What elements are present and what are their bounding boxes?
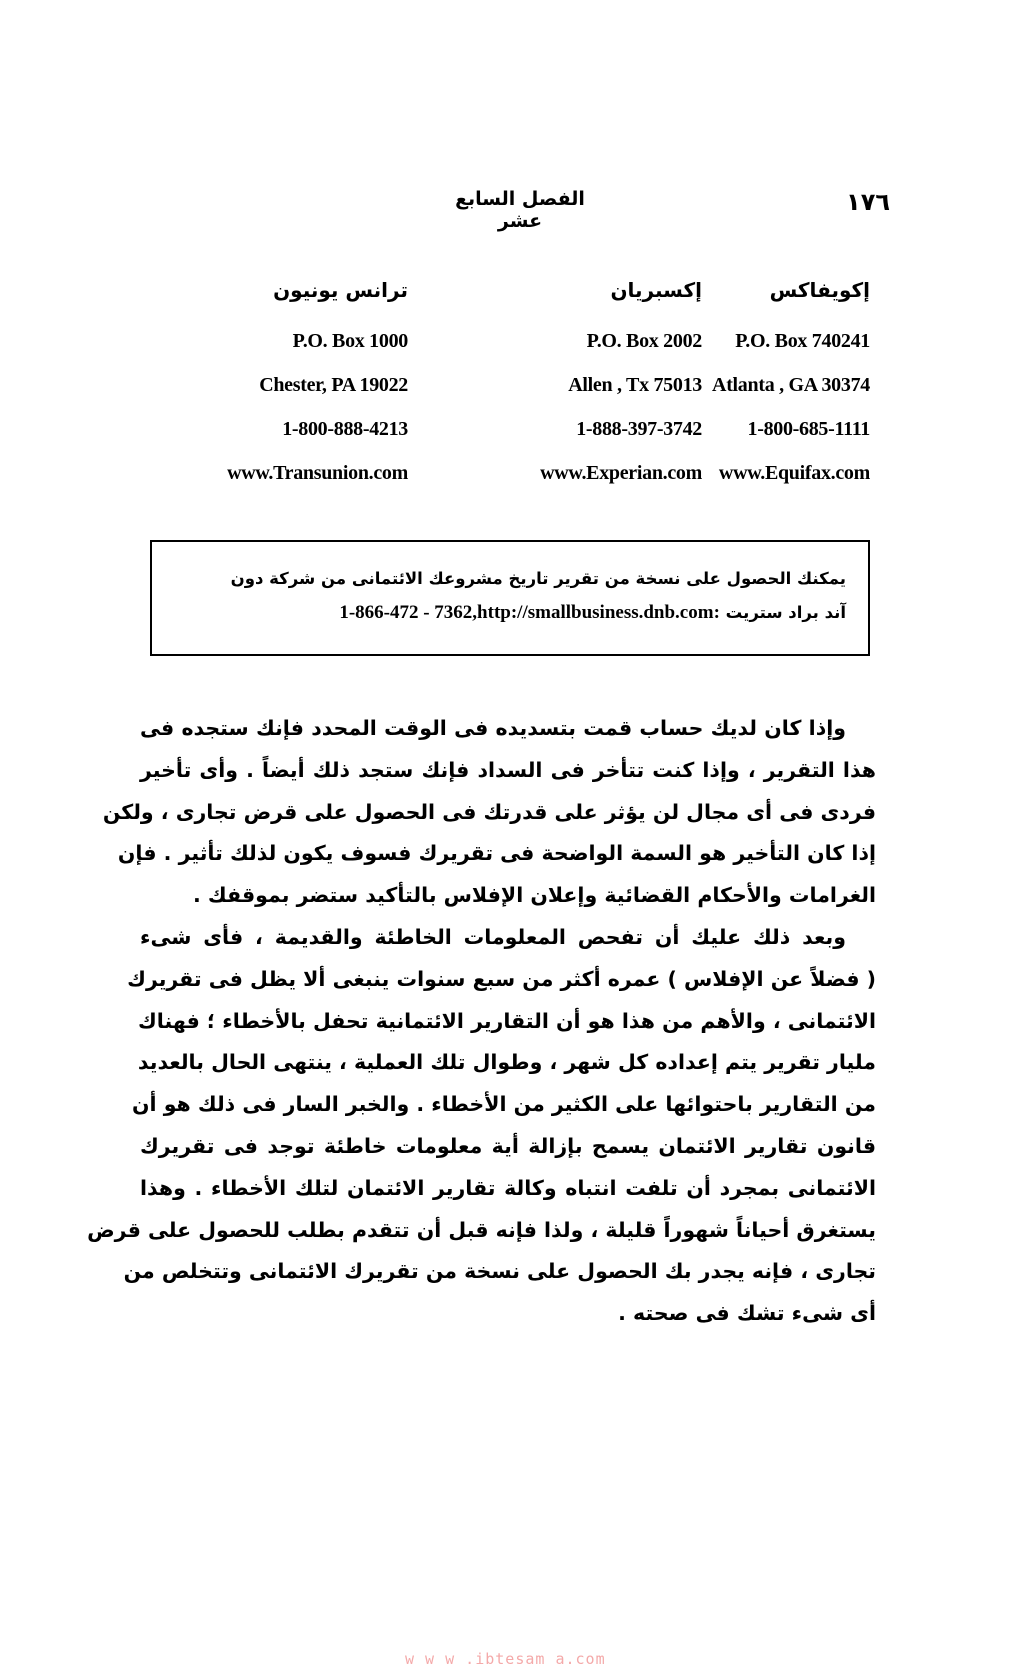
notice-box	[150, 540, 870, 656]
body-line: فردى فى أى مجال لن يؤثر على قدرتك فى الحصول على قرض تجارى ، ولكن	[102, 799, 876, 824]
running-head: الفصل السابع عشر	[455, 188, 585, 232]
body-line: وبعد ذلك عليك أن تفحص المعلومات الخاطئة والقديمة ، فأى شىء	[140, 924, 846, 949]
bureau-website: www.Transunion.com	[227, 462, 408, 484]
notice-line-2	[174, 596, 846, 630]
credit-bureaus-list	[180, 275, 870, 495]
bureau-city: Atlanta , GA 30374	[712, 374, 870, 396]
body-line: تجارى ، فإنه يجدر بك الحصول على نسخة من تقريرك الائتمانى وتتخلص من	[123, 1259, 876, 1284]
body-line: من التقارير باحتوائها على الكثير من الأخطاء . والخبر السار فى ذلك هو أن	[132, 1092, 876, 1117]
bureau-phone: 1-888-397-3742	[576, 418, 702, 440]
body-line: مليار تقرير يتم إعداده كل شهر ، وطوال تلك العملية ، ينتهى الحال بالعديد	[137, 1050, 876, 1075]
bureau-city: Chester, PA 19022	[259, 374, 408, 396]
bureau-equifax	[686, 275, 870, 495]
body-line: ( فضلاً عن الإفلاس ) عمره أكثر من سبع سنوات ينبغى ألا يظل فى تقريرك	[127, 966, 876, 991]
bureau-phone: 1-800-685-1111	[747, 418, 870, 440]
watermark: w w w .ibtesam a.com	[405, 1650, 606, 1668]
notice-line-1: يمكنك الحصول على نسخة من تقرير تاريخ مشروعك الائتمانى من شركة دون	[230, 569, 846, 588]
bureau-experian	[468, 275, 702, 495]
body-line: الغرامات والأحكام القضائية وإعلان الإفلاس بالتأكيد ستضر بموقفك .	[192, 883, 876, 908]
bureau-po-box: P.O. Box 2002	[586, 330, 702, 352]
bureau-name: إكويفاكس	[769, 278, 870, 302]
bureau-po-box: P.O. Box 1000	[292, 330, 408, 352]
bureau-name: إكسبريان	[610, 278, 702, 302]
bureau-website: www.Equifax.com	[718, 462, 870, 484]
body-line: الائتمانى بمجرد أن تلفت انتباه وكالة تقارير الائتمان لتلك الأخطاء . وهذا	[140, 1175, 876, 1200]
body-line: وإذا كان لديك حساب قمت بتسديده فى الوقت المحدد فإنك ستجده فى	[140, 716, 846, 740]
bureau-city: Allen , Tx 75013	[568, 374, 702, 396]
notice-contact-link: 1-866-472 - 7362,http://smallbusiness.dnb.com:	[339, 602, 720, 623]
body-line: قانون تقارير الائتمان يسمح بإزالة أية معلومات خاطئة توجد فى تقريرك	[140, 1133, 876, 1158]
bureau-po-box: P.O. Box 740241	[735, 330, 870, 352]
bureau-website: www.Experian.com	[540, 462, 702, 484]
bureau-phone: 1-800-888-4213	[282, 418, 408, 440]
bureau-name: ترانس يونيون	[273, 278, 408, 302]
notice-company-name: آند براد ستريت	[725, 603, 846, 622]
body-text	[87, 708, 876, 1335]
body-line: يستغرق أحياناً شهوراً قليلة ، ولذا فإنه قبل أن تتقدم بطلب للحصول على قرض	[87, 1217, 876, 1242]
body-line: الائتمانى ، والأهم من هذا هو أن التقارير الائتمانية تحفل بالأخطاء ؛ فهناك	[137, 1008, 876, 1033]
page-number: ١٧٦	[846, 188, 890, 216]
body-line: أى شىء تشك فى صحته .	[618, 1301, 876, 1326]
bureau-transunion	[180, 275, 408, 495]
body-line: إذا كان التأخير هو السمة الواضحة فى تقريرك فسوف يكون لذلك تأثير . فإن	[117, 841, 876, 866]
body-line: هذا التقرير ، وإذا كنت تتأخر فى السداد فإنك ستجد ذلك أيضاً . وأى تأخير	[140, 757, 876, 782]
